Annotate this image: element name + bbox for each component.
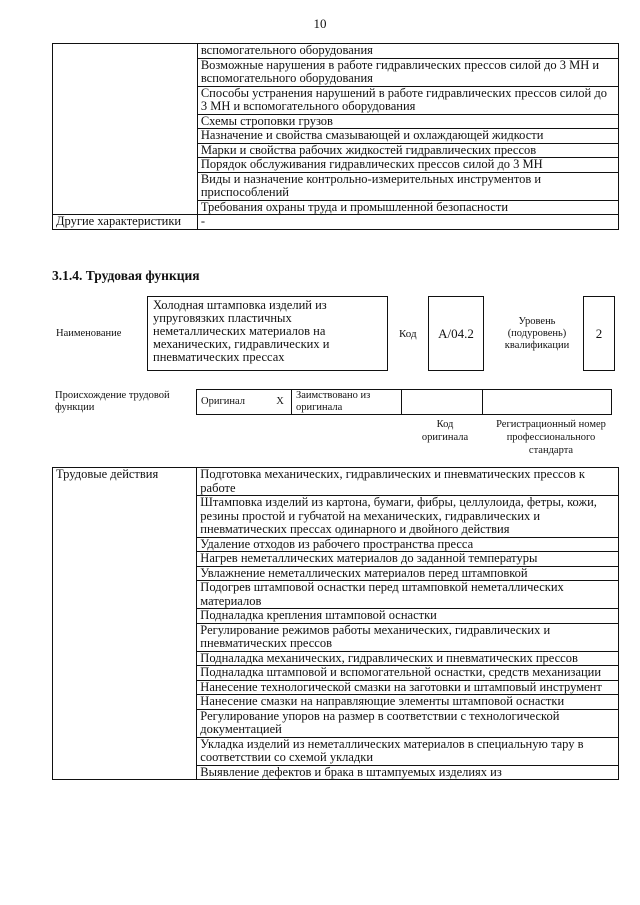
knowledge-item: Назначение и свойства смазывающей и охлаждающей жидкости	[197, 129, 618, 144]
borrowed-label: Заимствовано из оригинала	[292, 390, 402, 415]
section-title: 3.1.4. Трудовая функция	[52, 268, 200, 283]
knowledge-item: Возможные нарушения в работе гидравлических прессов силой до 3 МН и вспомогательного оборудования	[197, 58, 618, 86]
qualification-level-box: 2	[583, 296, 615, 371]
labor-action-item: Подогрев штамповой оснастки перед штамповкой неметаллических материалов	[197, 580, 618, 608]
reg-number-cell	[483, 390, 612, 415]
labor-action-item: Выявление дефектов и брака в штампуемых изделиях из	[197, 765, 618, 780]
code-original-cell	[402, 390, 483, 415]
code-label: Код	[399, 328, 417, 340]
labor-action-item: Нанесение технологической смазки на заготовки и штамповый инструмент	[197, 680, 618, 695]
knowledge-item: Марки и свойства рабочих жидкостей гидравлических прессов	[197, 143, 618, 158]
labor-action-item: Штамповка изделий из картона, бумаги, фибры, целлулоида, фетры, кожи, резины простой и губчатой на механических, гидравлических и пневматических прессах одинарного и двойного действия	[197, 495, 618, 537]
function-name-box: Холодная штамповка изделий из упруговязких пластичных неметаллических материалов на механических, гидравлических и пневматических прессах	[147, 296, 388, 371]
code-original-label: Код оригинала	[421, 419, 469, 443]
original-label: Оригинал	[197, 390, 270, 415]
labor-action-item: Подготовка механических, гидравлических и пневматических прессов к работе	[200, 467, 585, 495]
knowledge-item: Виды и назначение контрольно-измерительных инструментов и приспособлений	[197, 172, 618, 200]
labor-actions-table	[52, 467, 619, 780]
actions-list	[197, 468, 619, 780]
actions-label: Трудовые действия	[53, 468, 197, 780]
page-number: 10	[313, 16, 327, 31]
knowledge-item: Способы устранения нарушений в работе гидравлических прессов силой до 3 МН и вспомогательного оборудования	[197, 86, 618, 114]
labor-action-item: Подналадка крепления штамповой оснастки	[197, 608, 618, 623]
knowledge-item: Требования охраны труда и промышленной безопасности	[197, 200, 618, 215]
original-mark: X	[269, 390, 292, 415]
labor-action-item: Увлажнение неметаллических материалов перед штамповкой	[197, 566, 618, 581]
origin-table	[196, 389, 612, 415]
knowledge-table	[52, 43, 619, 230]
knowledge-label-cell	[53, 44, 198, 215]
labor-action-item: Нанесение смазки на направляющие элементы штамповой оснастки	[197, 694, 618, 709]
knowledge-item: Схемы строповки грузов	[197, 114, 618, 129]
level-label: Уровень (подуровень) квалификации	[504, 316, 570, 351]
labor-action-item: Регулирование упоров на размер в соответствии с технологической документацией	[197, 709, 618, 737]
knowledge-item: Порядок обслуживания гидравлических прессов силой до 3 МН	[197, 158, 618, 173]
reg-number-label: Регистрационный номер профессионального стандарта	[496, 419, 606, 456]
labor-action-item: Удаление отходов из рабочего пространства пресса	[197, 537, 618, 552]
other-characteristics-value: -	[197, 215, 618, 230]
name-label: Наименование	[56, 328, 122, 339]
labor-action-item: Укладка изделий из неметаллических материалов в специальную тару в соответствии со схемой укладки	[197, 737, 618, 765]
labor-action-item: Подналадка механических, гидравлических и пневматических прессов	[197, 651, 618, 666]
labor-action-item: Нагрев неметаллических материалов до заданной температуры	[197, 551, 618, 566]
other-characteristics-label: Другие характеристики	[53, 215, 198, 230]
labor-action-item: Подналадка штамповой и вспомогательной оснастки, средств механизации	[197, 665, 618, 680]
function-code-box: A/04.2	[428, 296, 484, 371]
origin-label: Происхождение трудовой функции	[55, 390, 170, 413]
labor-action-item: Регулирование режимов работы механических, гидравлических и пневматических прессов	[197, 623, 618, 651]
knowledge-item: вспомогательного оборудования	[197, 44, 618, 59]
